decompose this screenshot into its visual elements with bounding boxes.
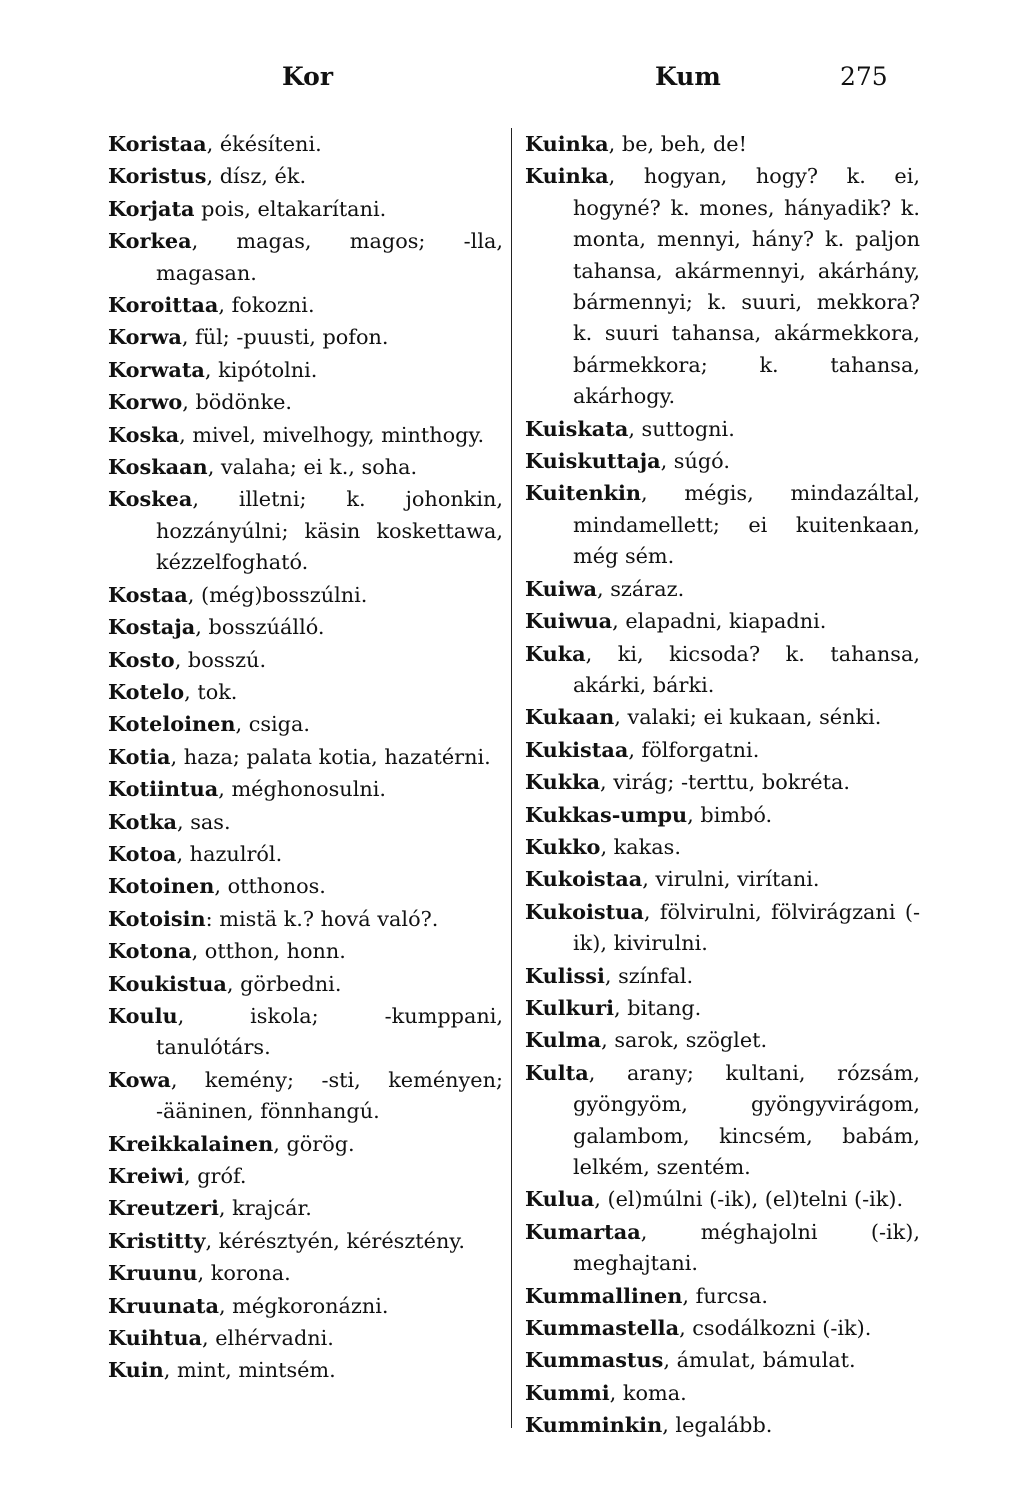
- entry-headword: Koroittaa: [108, 292, 219, 318]
- dictionary-entry: [525, 445, 920, 477]
- entry-headword: Kuinka: [525, 163, 609, 189]
- dictionary-entry: [108, 579, 503, 611]
- entry-definition: , csiga.: [235, 712, 310, 737]
- entry-headword: Koskaan: [108, 454, 208, 480]
- dictionary-entry: [108, 193, 503, 225]
- entry-headword: Kukistaa: [525, 736, 629, 762]
- entry-headword: Kuin: [108, 1357, 164, 1383]
- entry-headword: Kulma: [525, 1027, 602, 1053]
- entry-definition: , fokozni.: [218, 293, 315, 318]
- entry-definition: , koma.: [609, 1380, 687, 1405]
- entry-definition: , tok.: [184, 679, 238, 704]
- entry-definition: , mint, mintsém.: [163, 1358, 336, 1383]
- entry-definition: , súgó.: [660, 449, 730, 474]
- entry-definition: , dísz, ék.: [206, 164, 307, 189]
- entry-headword: Kuiwua: [525, 608, 613, 634]
- dictionary-entry: [525, 1057, 920, 1184]
- entry-headword: Kristitty: [108, 1227, 206, 1253]
- dictionary-entry: [108, 386, 503, 418]
- dictionary-entry: [108, 1290, 503, 1322]
- entry-headword: Kruunu: [108, 1260, 198, 1286]
- entry-headword: Korwata: [108, 356, 205, 382]
- entry-definition: , görög.: [273, 1131, 355, 1156]
- dictionary-entry: [525, 799, 920, 831]
- dictionary-entry: [525, 1344, 920, 1376]
- page-number: 275: [840, 62, 888, 91]
- entry-definition: , magas, magos; -lla, magasan.: [156, 229, 503, 285]
- dictionary-entry: [525, 1216, 920, 1280]
- entry-definition: , hazulról.: [176, 841, 283, 866]
- entry-headword: Kuitenkin: [525, 480, 642, 506]
- entry-headword: Kreikkalainen: [108, 1130, 274, 1156]
- entry-headword: Kulkuri: [525, 994, 615, 1020]
- dictionary-entry: [108, 1000, 503, 1064]
- entry-definition: , valaha; ei k., soha.: [207, 455, 418, 480]
- dictionary-entry: [525, 160, 920, 412]
- dictionary-entry: [108, 160, 503, 192]
- dictionary-entry: [108, 289, 503, 321]
- entry-definition: , virulni, virítani.: [642, 867, 820, 892]
- dictionary-entry: [525, 1183, 920, 1215]
- dictionary-entry: [108, 644, 503, 676]
- dictionary-entry: [525, 701, 920, 733]
- entry-headword: Korjata: [108, 195, 195, 221]
- entry-definition: , haza; palata kotia, hazatérni.: [170, 744, 491, 769]
- entry-headword: Kreiwi: [108, 1163, 184, 1188]
- entry-headword: Kumminkin: [525, 1412, 663, 1438]
- entry-definition: , csodálkozni (-ik).: [679, 1316, 872, 1341]
- entry-headword: Kukoistua: [525, 898, 644, 924]
- entry-definition: , száraz.: [597, 576, 685, 601]
- entry-headword: Kotelo: [108, 678, 185, 704]
- entry-definition: , illetni; k. johonkin, hozzányúlni; käsin koskettawa, kézzelfogható.: [156, 487, 503, 575]
- entry-headword: Kulta: [525, 1059, 589, 1085]
- entry-headword: Kukka: [525, 769, 601, 795]
- entry-definition: , sas.: [176, 809, 231, 834]
- entry-definition: , valaki; ei kukaan, sénki.: [614, 705, 882, 730]
- right-column: [525, 128, 920, 1442]
- dictionary-entry: [108, 1257, 503, 1289]
- left-column: [108, 128, 503, 1387]
- dictionary-entry: [525, 734, 920, 766]
- entry-headword: Kuihtua: [108, 1325, 202, 1351]
- entry-headword: Kotia: [108, 743, 171, 769]
- entry-headword: Kotiintua: [108, 776, 219, 802]
- dictionary-entry: [525, 766, 920, 798]
- entry-headword: Kowa: [108, 1066, 171, 1092]
- dictionary-entry: [525, 831, 920, 863]
- dictionary-entry: [525, 960, 920, 992]
- entry-definition: , színfal.: [604, 963, 694, 988]
- dictionary-entry: [108, 321, 503, 353]
- entry-headword: Kruunata: [108, 1292, 219, 1318]
- dictionary-entry: [525, 605, 920, 637]
- entry-headword: Kummallinen: [525, 1282, 683, 1308]
- dictionary-entry: [108, 354, 503, 386]
- entry-definition: , hogyan, hogy? k. ei, hogyné? k. mones, hányadik? k. monta, mennyi, hány? k. paljon tahansa, akármennyi, akárhány, bármennyi; k. suuri, mekkora? k. suuri tahansa, akármekkora, bármekkora; k. tahansa, akárhogy.: [573, 164, 920, 409]
- dictionary-entry: [525, 638, 920, 702]
- entry-headword: Kuka: [525, 640, 586, 666]
- dictionary-entry: [108, 708, 503, 740]
- entry-headword: Kosto: [108, 646, 175, 672]
- entry-definition: , otthonos.: [214, 874, 326, 899]
- entry-definition: , bosszú.: [174, 647, 267, 672]
- entry-headword: Kotoa: [108, 840, 177, 866]
- entry-headword: Kotka: [108, 808, 177, 834]
- entry-headword: Kummastus: [525, 1347, 664, 1373]
- entry-definition: , krajcár.: [218, 1196, 312, 1221]
- dictionary-entry: [108, 1354, 503, 1386]
- entry-definition: , mégkoronázni.: [218, 1293, 389, 1318]
- dictionary-entry: [108, 676, 503, 708]
- entry-headword: Kreutzeri: [108, 1195, 219, 1221]
- entry-headword: Kukaan: [525, 704, 615, 730]
- dictionary-entry: [525, 413, 920, 445]
- entry-definition: , kakas.: [600, 834, 681, 859]
- dictionary-entry: [525, 1312, 920, 1344]
- entry-headword: Koukistua: [108, 970, 227, 996]
- dictionary-entry: [525, 1377, 920, 1409]
- entry-definition: , fölvirulni, fölvirágzani (-ik), kivirulni.: [573, 899, 920, 956]
- entry-headword: Kummi: [525, 1379, 610, 1405]
- entry-definition: , fölforgatni.: [628, 737, 760, 762]
- dictionary-entry: [525, 1024, 920, 1056]
- entry-definition: , ékésíteni.: [206, 132, 322, 156]
- dictionary-entry: [108, 1128, 503, 1160]
- entry-definition: , mégis, mindazáltal, mindamellett; ei kuitenkaan, még sém.: [573, 481, 920, 569]
- entry-definition: , otthon, honn.: [191, 939, 346, 964]
- entry-headword: Koristaa: [108, 131, 207, 156]
- dictionary-entry: [108, 806, 503, 838]
- dictionary-entry: [525, 573, 920, 605]
- entry-definition: , iskola; -kumppani, tanulótárs.: [156, 1003, 503, 1060]
- dictionary-entry: [525, 1409, 920, 1441]
- dictionary-entry: [108, 870, 503, 902]
- entry-headword: Koristus: [108, 163, 207, 189]
- entry-definition: , sarok, szöglet.: [601, 1028, 768, 1053]
- entry-headword: Kulissi: [525, 962, 605, 988]
- dictionary-entry: [108, 741, 503, 773]
- entry-definition: , ki, kicsoda? k. tahansa, akárki, bárki.: [573, 641, 920, 697]
- dictionary-entry: [108, 773, 503, 805]
- dictionary-entry: [108, 968, 503, 1000]
- dictionary-entry: [525, 128, 920, 160]
- dictionary-entry: [108, 935, 503, 967]
- header-left-guide-word: Kor: [282, 62, 334, 91]
- entry-headword: Kumartaa: [525, 1218, 641, 1244]
- entry-definition: , (el)múlni (-ik), (el)telni (-ik).: [594, 1187, 904, 1212]
- dictionary-entry: [525, 477, 920, 572]
- dictionary-entry: [108, 838, 503, 870]
- entry-headword: Koskea: [108, 486, 193, 512]
- entry-definition: : mistä k.? hová való?.: [205, 906, 439, 931]
- entry-headword: Kulua: [525, 1186, 595, 1212]
- entry-definition: , bosszúálló.: [195, 615, 325, 640]
- entry-headword: Koteloinen: [108, 711, 236, 737]
- entry-definition: , méghajolni (-ik), meghajtani.: [573, 1219, 920, 1276]
- dictionary-entry: [108, 611, 503, 643]
- dictionary-entry: [108, 225, 503, 289]
- dictionary-entry: [525, 896, 920, 960]
- entry-definition: , méghonosulni.: [218, 777, 387, 802]
- dictionary-entry: [108, 1322, 503, 1354]
- header-right-guide-word: Kum: [655, 62, 721, 91]
- entry-headword: Kukko: [525, 833, 601, 859]
- entry-headword: Kukkas-umpu: [525, 801, 688, 827]
- entry-definition: , kemény; -sti, keményen; -ääninen, fönnhangú.: [156, 1067, 503, 1124]
- dictionary-entry: [525, 863, 920, 895]
- dictionary-entry: [108, 483, 503, 578]
- entry-headword: Koulu: [108, 1002, 178, 1028]
- entry-headword: Kostaa: [108, 581, 188, 607]
- entry-definition: , korona.: [197, 1261, 291, 1286]
- entry-definition: , suttogni.: [628, 416, 735, 441]
- entry-definition: pois, eltakarítani.: [194, 196, 387, 221]
- dictionary-entry: [525, 992, 920, 1024]
- dictionary-entry: [108, 1192, 503, 1224]
- dictionary-entry: [108, 128, 503, 160]
- entry-headword: Kuiwa: [525, 575, 598, 601]
- entry-definition: , (még)bosszúlni.: [187, 582, 368, 607]
- entry-headword: Kummastella: [525, 1315, 680, 1341]
- dictionary-entry: [525, 1280, 920, 1312]
- entry-definition: , legalább.: [662, 1413, 773, 1438]
- entry-headword: Kotoinen: [108, 873, 215, 899]
- entry-headword: Kuinka: [525, 131, 609, 156]
- page-header: [0, 62, 1024, 102]
- entry-definition: , bimbó.: [687, 802, 773, 827]
- entry-definition: , elhérvadni.: [201, 1326, 334, 1351]
- column-divider: [511, 128, 512, 1428]
- entry-definition: , kipótolni.: [204, 357, 318, 382]
- dictionary-entry: [108, 1064, 503, 1128]
- dictionary-entry: [108, 1225, 503, 1257]
- entry-definition: , gróf.: [183, 1164, 247, 1188]
- dictionary-entry: [108, 451, 503, 483]
- entry-definition: , be, beh, de!: [608, 132, 747, 156]
- entry-definition: , elapadni, kiapadni.: [612, 609, 827, 634]
- entry-headword: Korkea: [108, 228, 192, 254]
- entry-headword: Kuiskuttaja: [525, 448, 661, 474]
- dictionary-entry: [108, 419, 503, 451]
- entry-definition: , furcsa.: [682, 1283, 768, 1308]
- entry-headword: Koska: [108, 421, 180, 447]
- entry-definition: , fül; -puusti, pofon.: [181, 325, 389, 350]
- entry-definition: , mivel, mivelhogy, minthogy.: [179, 422, 485, 447]
- entry-headword: Kukoistaa: [525, 866, 643, 892]
- entry-definition: , bitang.: [614, 995, 702, 1020]
- entry-headword: Kotona: [108, 938, 192, 964]
- entry-headword: Korwa: [108, 324, 182, 350]
- entry-headword: Kostaja: [108, 614, 196, 640]
- dictionary-entry: [108, 903, 503, 935]
- entry-headword: Korwo: [108, 389, 183, 415]
- entry-definition: , görbedni.: [226, 971, 342, 996]
- entry-definition: , ámulat, bámulat.: [663, 1348, 856, 1373]
- entry-headword: Kotoisin: [108, 905, 206, 931]
- entry-definition: , bödönke.: [182, 390, 293, 415]
- entry-definition: , kérésztyén, kérésztény.: [205, 1228, 465, 1253]
- entry-definition: , virág; -terttu, bokréta.: [600, 770, 850, 795]
- entry-headword: Kuiskata: [525, 415, 629, 441]
- entry-definition: , arany; kultani, rózsám, gyöngyöm, gyöngyvirágom, galambom, kincsém, babám, lelkém, szentém.: [573, 1060, 920, 1179]
- dictionary-entry: [108, 1160, 503, 1192]
